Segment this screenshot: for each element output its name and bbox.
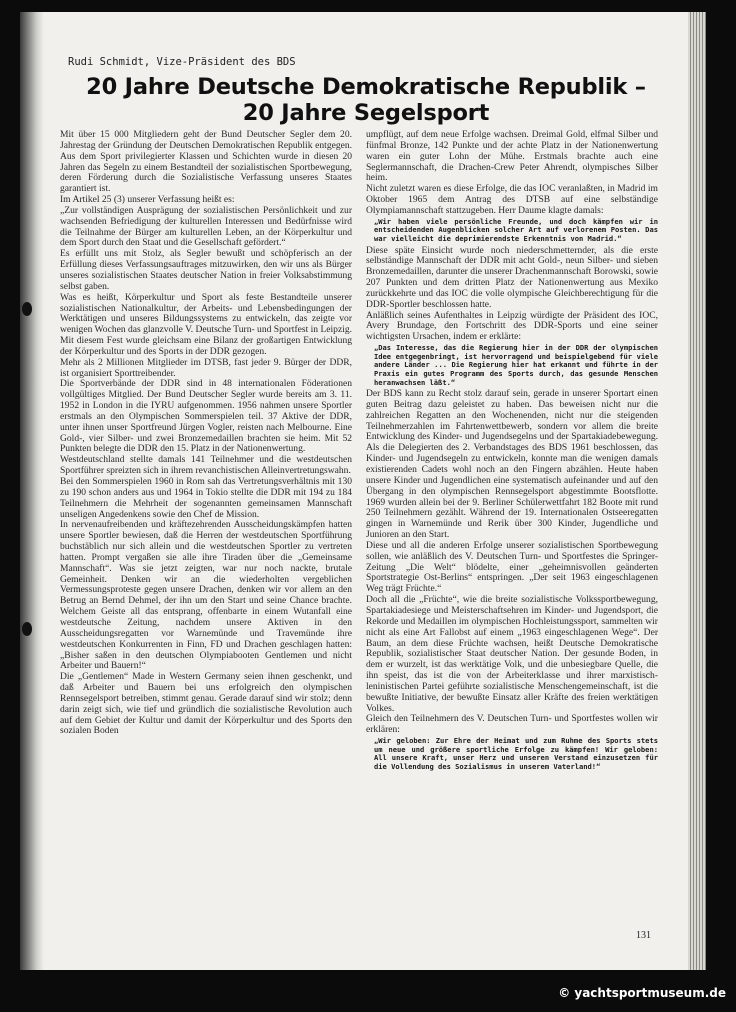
- title-line-2: 20 Jahre Segelsport: [242, 100, 490, 126]
- article-title: [56, 74, 676, 126]
- quote-daume: „Wir haben viele persönliche Freunde, und doch kämpfen wir in entscheidenden Augenblicken solcher Art auf verlorenem Posten. Das war vielleicht die deprimierendste Erkenntnis von Madrid.“: [374, 216, 658, 243]
- paragraph: Nicht zuletzt waren es diese Erfolge, die das IOC veranlaßten, in Madrid im Oktober 1965 dem Antrag des DTSB auf eine selbständige Olympiamannschaft stattzugeben. Herr Daume klagte damals:: [366, 183, 658, 216]
- paragraph: Der BDS kann zu Recht stolz darauf sein, gerade in unserer Sportart einen guten Beitrag dazu geleistet zu haben. Das beweisen nicht nur die zahlreichen Regatten an den Wochenenden, nicht nur die steigenden Teilnehmerzahlen im Fahrtenwettbewerb, sondern vor allem die breite Entwicklung des Kinder- und Jugendsegelns und der Spartakiadebewegung. Als die Delegierten des 2. Verbandstages des BDS 1961 beschlossen, das Kinder- und Jugendsegeln zu entwickeln, konnte man die wenigen damals existierenden Cadets wohl noch an den Fingern abzählen. Heute haben unsere Kinder und Jugendlichen eine systematisch aufeinander und auf den Übergang in den olympischen Rennsegelsport abgestimmte Bootsflotte. 1969 wurden allein bei der 9. Berliner Schülerwettfahrt 182 Boote mit rund 250 Teilnehmern gezählt. Während der 19. Internationalen Ostseeregatten gingen in Warnemünde und Rerik über 300 Kinder, Jugendliche und Junioren an den Start.: [366, 388, 658, 541]
- paragraph: Diese späte Einsicht wurde noch niederschmetternder, als die erste selbständige Mannschaft der DDR mit acht Gold-, neun Silber- und sieben Bronzemedaillen, darunter die unserer Drachenmannschaft Borowski, sowie 207 Punkten und dem dritten Platz der Nationenwertung aus Mexiko zurückkehrte und das IOC die volle olympische Gleichberechtigung für die DDR-Sportler beschlossen hatte.: [366, 244, 658, 310]
- page-edge: [688, 12, 706, 970]
- paragraph: Was es heißt, Körperkultur und Sport als feste Bestandteile unserer sozialistischen Nationalkultur, der Arbeits- und Lebensbedingungen der Werktätigen und unseres Bildungssystems zu entwickeln, das zeigte vor wenigen Wochen das glanzvolle V. Deutsche Turn- und Sportfest in Leipzig. Mit diesem Fest wurde gleichsam eine Bilanz der großartigen Entwicklung der Körperkultur und des Sports in der DDR gezogen.: [60, 291, 352, 357]
- paragraph: Anläßlich seines Aufenthaltes in Leipzig würdigte der Präsident des IOC, Avery Brundage, den Fortschritt des DDR-Sports und eine seiner wichtigsten Ursachen, indem er erklärte:: [366, 309, 658, 343]
- magazine-page: [20, 12, 706, 970]
- paragraph: Die „Gentlemen“ Made in Western Germany seien ihnen geschenkt, und daß Arbeiter und Bauern bei uns erfolgreich den olympischen Rennsegelsport betreiben, stimmt genau. Gerade darauf sind wir stolz; denn darin zeigt sich, wie tief und gründlich die sozialistische Revolution auch auf dem Gebiet der Kultur und damit der Körperkultur und des Sports den sozialen Boden: [60, 671, 352, 737]
- paragraph: Diese und all die anderen Erfolge unserer sozialistischen Sportbewegung sollen, wie anläßlich des V. Deutschen Turn- und Sportfestes die Springer-Zeitung „Die Welt“ blödelte, einer „geheimnisvollen geänderten Sportstrategie Ost-Berlins“ entspringen. „Der seit 1963 eingeschlagenen Weg trägt Früchte.“: [366, 539, 658, 595]
- page-number: 131: [636, 930, 651, 941]
- page-spine: [20, 12, 44, 970]
- quote-brundage: „Das Interesse, das die Regierung hier in der DDR der olympischen Idee entgegenbringt, ist hervorragend und beispielgebend für viele andere Länder ... Die Regierung hier hat erkannt und führte in der Praxis ein gutes Programm des Sports durch, das gesunde Menschen heranwachsen läßt.“: [374, 343, 658, 387]
- paragraph: In nervenaufreibenden und kräftezehrenden Ausscheidungskämpfen hatten unsere Sportler bewiesen, daß die Herren der westdeutschen Sportführung buchstäblich nur sich allein und die westdeutschen Sportler zu vertreten hatten. Prompt vergaßen sie alle ihre Tiraden über die „Gemeinsame Mannschaft“. Was sie jetzt zeigten, war nur noch nackte, brutale Gemeinheit. Denken wir an die wiederholten vergeblichen Vermessungsproteste gegen unsere Drachen, denken wir vor allem an den Betrug an Bernd Dehmel, der ihn um den Start und seine Chance brachte. Welchem Geiste all das entsprang, offenbarte in einem Wutanfall eine westdeutsche Zeitung, nachdem unsere Aktiven in den Ausscheidungsregatten vor Warnemünde und Travemünde ihre westdeutschen Konkurrenten in Finn, FD und Drachen geschlagen hatten: „Bisher saßen in den deutschen Olympiabooten Gentlemen und nicht Arbeiter und Bauern!“: [60, 519, 352, 672]
- right-column: [366, 130, 658, 773]
- paragraph: Mehr als 2 Millionen Mitglieder im DTSB, fast jeder 9. Bürger der DDR, ist organisiert Sporttreibender.: [60, 356, 352, 379]
- paragraph: Mit über 15 000 Mitgliedern geht der Bund Deutscher Segler dem 20. Jahrestag der Gründung der Deutschen Demokratischen Republik entgegen. Aus dem Sport privilegierter Klassen und Schichten wurde in diesen 20 Jahren das Segeln zu einem Bestandteil der sozialistischen Sportbewegung, deren Förderung durch die Sozialistische Verfassung unseres Staates garantiert ist.: [60, 129, 352, 195]
- title-line-1: 20 Jahre Deutsche Demokratische Republik –: [86, 74, 646, 100]
- paragraph: Die Sportverbände der DDR sind in 48 internationalen Föderationen vollgültiges Mitglied. Der Bund Deutscher Segler wurde bereits am 3. 11. 1952 in London in die IYRU aufgenommen. 1956 nahmen unsere Sportler erstmals an den Olympischen Sommerspielen teil. 37 Aktive der DDR, unter ihnen unser Sportfreund Jürgen Vogler, reisten nach Melbourne. Eine Gold-, vier Silber- und zwei Bronzemedaillen brachten sie heim. Mit 52 Punkten belegte die DDR den 15. Platz in der Nationenwertung.: [60, 378, 352, 455]
- paragraph: Bei den Sommerspielen 1960 in Rom sah das Vertretungsverhältnis mit 130 zu 190 schon anders aus und 1964 in Tokio stellte die DDR mit 194 zu 184 Teilnehmern die Mehrheit der sogenannten gemeinsamen Mannschaft unseligen Angedenkens sowie den Chef de Mission.: [60, 476, 352, 520]
- punch-hole: [22, 622, 32, 636]
- paragraph: Im Artikel 25 (3) unserer Verfassung heißt es:: [60, 194, 235, 206]
- quote-oath: „Wir geloben: Zur Ehre der Heimat und zum Ruhme des Sports stets um neue und größere sportliche Erfolge zu kämpfen! Wir geloben: All unsere Kraft, unser Herz und unseren Verstand einzusetzen für die Vollendung des Sozialismus in unserem Vaterland!“: [374, 736, 658, 771]
- punch-hole: [22, 302, 32, 316]
- paragraph: Gleich den Teilnehmern des V. Deutschen Turn- und Sportfestes wollen wir erklären:: [366, 713, 658, 736]
- paragraph: „Zur vollständigen Ausprägung der sozialistischen Persönlichkeit und zur wachsenden Befriedigung der kulturellen Interessen und Bedürfnisse wird die Teilnahme der Bürger am kulturellen Leben, an der Körperkultur und dem Sport durch den Staat und die Gesellschaft gefördert.“: [60, 204, 352, 249]
- left-column: [60, 130, 352, 737]
- paragraph: Doch all die „Früchte“, wie die breite sozialistische Volkssportbewegung, Spartakiadesiege und Meisterschaftsehren im Kinder- und Jugendsport, die Rekorde und Medaillen im olympischen Hochleistungssport, sammelten wir nicht als eine Art Fallobst auf einem „1963 eingeschlagenen Wege“. Der Baum, an dem diese Früchte wachsen, heißt Deutsche Demokratische Republik, sozialistischer Staat deutscher Nation. Der gesunde Boden, in dem er wurzelt, ist das werktätige Volk, und die unbesiegbare Quelle, die ihn speist, das ist die von der Arbeiterklasse und ihrer marxistisch-leninistischen Partei geführte sozialistische Menschengemeinschaft, ist die bewußte Initiative, der bewußte Einsatz aller Kräfte des freien werktätigen Volkes.: [366, 594, 658, 714]
- paragraph: Es erfüllt uns mit Stolz, als Segler bewußt und schöpferisch an der Erfüllung dieses Verfassungsauftrages mitzuwirken, den wir uns als Bürger unseres sozialistischen Staates deutscher Nation in freier Volksabstimmung selbst gaben.: [60, 248, 352, 292]
- byline: Rudi Schmidt, Vize-Präsident des BDS: [68, 56, 296, 68]
- copyright-watermark: © yachtsportmuseum.de: [558, 986, 726, 1000]
- paragraph: umpflügt, auf dem neue Erfolge wachsen. Dreimal Gold, elfmal Silber und fünfmal Bronze, 142 Punkte und der achte Platz in der Nationenwertung waren ein guter Lohn der Mühe. Erstmals brachte auch eine Seglermannschaft, die Drachen-Crew Peter Ahrendt, olympisches Silber heim.: [366, 129, 658, 184]
- paragraph: Westdeutschland stellte damals 141 Teilnehmer und die westdeutschen Sportführer spreizten sich in ihrem revanchistischen Alleinvertretungswahn.: [60, 454, 352, 477]
